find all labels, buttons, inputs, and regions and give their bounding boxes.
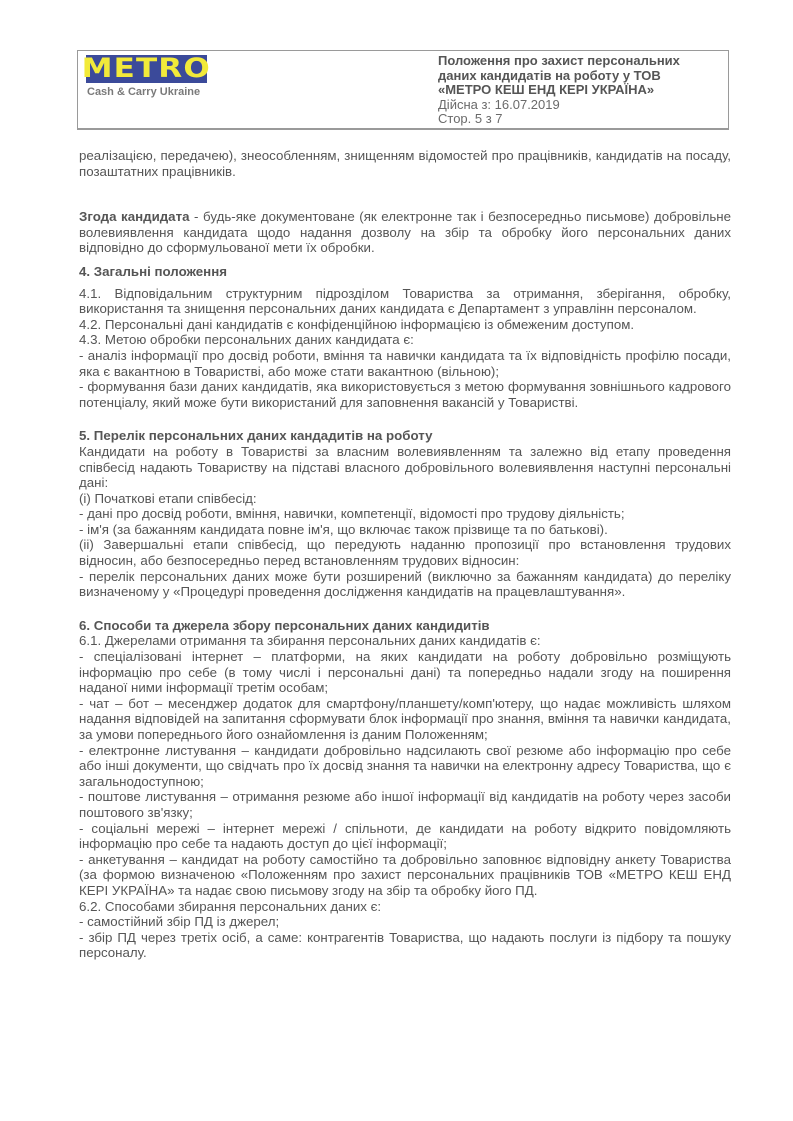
source-item: - електронне листування – кандидати добровільно надсилають свої резюме або інформацію про себе або інші документи, що свідчать про їх досвід знання та навички на електронну адресу Товариства, що є загальнодоступною;: [79, 742, 731, 789]
section-5-intro: Кандидати на роботу в Товаристві за власним волевиявленням та залежно від етапу проведення співбесід надають Товариству на підставі власного добровільного волевиявлення наступні персональні дані:: [79, 443, 731, 491]
data-item: - ім'я (за бажанням кандидата повне ім'я, що включає також прізвище та по батькові).: [79, 521, 608, 537]
purpose-item: - формування бази даних кандидатів, яка використовується з метою формування зовнішнього кадрового потенціалу, який може бути використаний для заповнення вакансій у Товаристві.: [79, 379, 731, 410]
document-info: [438, 54, 728, 127]
data-item: - дані про досвід роботи, вміння, навички, компетенції, відомості про трудову діяльність;: [79, 506, 625, 522]
consent-definition: [79, 209, 731, 256]
logo-text: METRO: [81, 53, 212, 84]
data-item: - перелік персональних даних може бути розширений (виключно за бажанням кандидата) до переліку визначеному у «Процедурі проведення дослідження кандидатів на працевлаштування».: [79, 568, 731, 600]
stage-final: (іі) Завершальні етапи співбесід, що передують наданню пропозиції про встановлення трудових відносин, або безпосередньо перед встановленням трудових відносин:: [79, 537, 731, 569]
paragraph-6-2: 6.2. Способами збирання персональних даних є:: [79, 898, 382, 914]
source-item: - анкетування – кандидат на роботу самостійно та добровільно заповнює відповідну анкету Товариства (за формою визначеною «Положенням про захист персональних працівників ТОВ «МЕТРО КЕШ ЕНД КЕРІ УКРАЇНА» та надає свою письмову згоду на збір та обробку його ПД.: [79, 851, 731, 898]
method-item: - самостійний збір ПД із джерел;: [79, 914, 280, 930]
paragraph-6-1: 6.1. Джерелами отримання та збирання персональних даних кандидатів є:: [79, 633, 541, 649]
stage-initial: (і) Початкові етапи співбесід:: [79, 490, 257, 506]
source-item: - поштове листування – отримання резюме або іншої інформації від кандидатів на роботу через засоби поштового зв'язку;: [79, 789, 731, 820]
purpose-item: - аналіз інформації про досвід роботи, вміння та навички кандидата та їх відповідність профілю посади, яка є вакантною в Товаристві, або може стати вакантною (вільною);: [79, 347, 731, 379]
source-item: - чат – бот – месенджер додаток для смартфону/планшету/комп'ютеру, що надає можливість шляхом надання відповідей на запитання сформувати блок інформації про знання, вміння та навички кандидата, за умови попереднього його ознайомлення із даним Положенням;: [79, 695, 731, 742]
document-body: [79, 148, 731, 961]
metro-logo: [81, 53, 212, 84]
source-item: - спеціалізовані інтернет – платформи, на яких кандидати на роботу добровільно розміщують інформацію про себе (в тому числі і персональні дані) та попередньо надали згоду на поширення наданої ними інформації третім особам;: [79, 649, 731, 696]
doc-title-line1: Положення про захист персональних: [438, 53, 680, 68]
consent-text: - будь-яке документоване (як електронне так і безпосередньо письмове) добровільне волевиявлення кандидата щодо надання дозволу на збір та обробку його персональних даних відповідно до сформульованої мети їх обробки.: [79, 209, 731, 256]
page-info: Стор. 5 з 7: [438, 111, 503, 126]
logo-subtitle: Cash & Carry Ukraine: [87, 86, 201, 98]
section-6-title: 6. Способи та джерела збору персональних даних кандидитів: [79, 617, 490, 633]
doc-title-line3: «МЕТРО КЕШ ЕНД КЕРІ УКРАЇНА»: [438, 82, 655, 97]
intro-continuation: реалізацією, передачею), знеособленням, знищенням відомостей про працівників, кандидатів на посаду, позаштатних працівників.: [79, 148, 731, 179]
section-4-title: 4. Загальні положення: [79, 263, 227, 279]
section-5-title: 5. Перелік персональних даних кандадитів на роботу: [79, 428, 433, 444]
method-item: - збір ПД через третіх осіб, а саме: контрагентів Товариства, що надають послуги із підбору та пошуку персоналу.: [79, 929, 731, 961]
consent-term: Згода кандидата: [79, 209, 190, 225]
paragraph-4-1: 4.1. Відповідальним структурним підрозділом Товариства за отримання, зберігання, обробку, використання та знищення персональних даних кандидата є Департамент з управлінн персоналом.: [79, 285, 731, 317]
document-header: [77, 50, 729, 130]
paragraph-4-2: 4.2. Персональні дані кандидатів є конфіденційною інформацією із обмеженим доступом.: [79, 316, 635, 332]
doc-title-line2: даних кандидатів на роботу у ТОВ: [438, 67, 661, 83]
paragraph-4-3: 4.3. Метою обробки персональних даних кандидата є:: [79, 332, 414, 348]
source-item: - соціальні мережі – інтернет мережі / спільноти, де кандидати на роботу відкрито повідомляють інформацію про себе та надають доступ до цієї інформації;: [79, 820, 731, 852]
valid-from: Дійсна з: 16.07.2019: [438, 96, 560, 112]
